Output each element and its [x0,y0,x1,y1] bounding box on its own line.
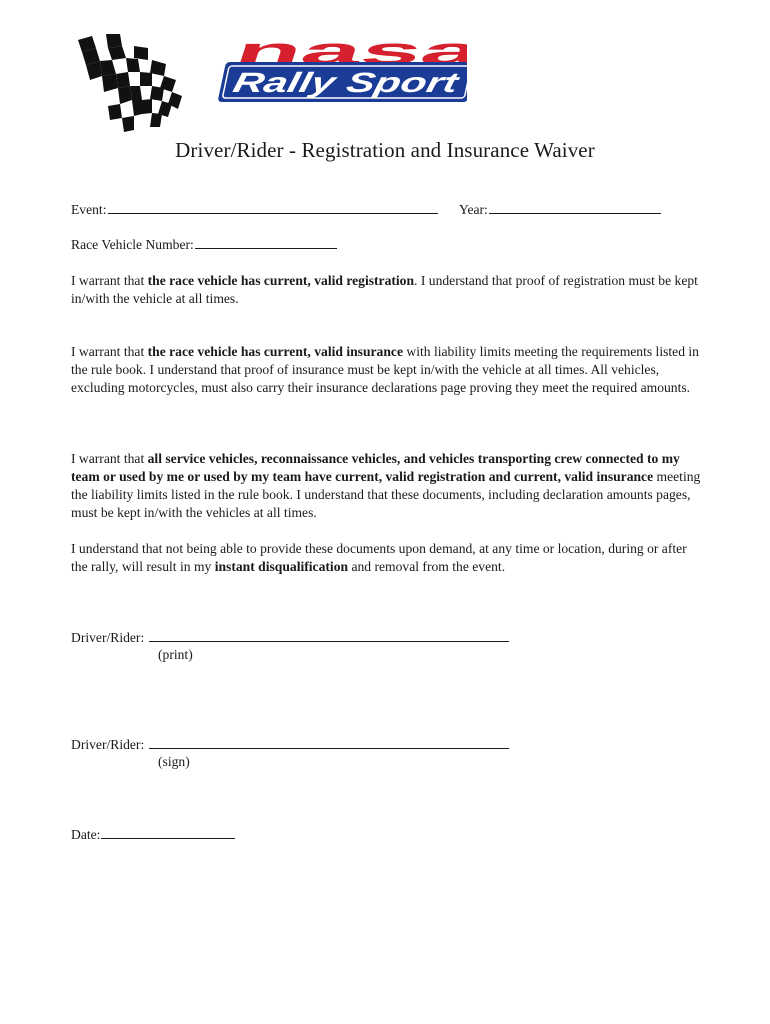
insurance-paragraph [71,343,701,397]
disqualification-text-bold: instant disqualification [214,559,349,574]
service-vehicles-text-a: I warrant that [71,451,148,466]
checkered-flag-icon [78,34,182,132]
insurance-text-bold: the race vehicle has current, valid insurance [147,344,403,359]
date-label: Date: [71,827,101,842]
year-blank-line[interactable] [489,201,661,214]
date-blank-line[interactable] [101,826,235,839]
rally-sport-banner [217,62,467,102]
driver-print-field[interactable] [71,629,509,646]
event-blank-line[interactable] [108,201,438,214]
vehicle-number-field[interactable] [71,236,337,253]
vehicle-number-blank-line[interactable] [195,236,337,249]
event-label: Event: [71,202,107,217]
date-field[interactable] [71,826,235,843]
service-vehicles-text-bold: all service vehicles, reconnaissance vehicles, and vehicles transporting crew connected to my team or used by me or used by my team have current, valid registration and current, valid insurance [71,451,680,484]
nasa-wordmark-text: nasa [229,34,330,73]
disqualification-text-a: I understand that not being able to provide these documents upon demand, at any time or location, during or after the rally, will result in my [71,541,687,574]
driver-sign-blank-line[interactable] [149,736,509,749]
disqualification-paragraph [71,540,701,576]
driver-sign-label: Driver/Rider: [71,737,145,752]
year-field[interactable] [459,201,661,218]
driver-print-blank-line[interactable] [149,629,509,642]
driver-print-label: Driver/Rider: [71,630,145,645]
insurance-text-a: I warrant that [71,344,148,359]
insurance-text-c: with liability limits meeting the requirements listed in the rule book. I understand that proof of insurance must be kept in/with the vehicle at all times. All vehicles, excluding motorcycles, must also carry their insurance declarations page proving they meet the required amounts. [71,344,699,395]
event-field[interactable] [71,201,438,218]
registration-text-a: I warrant that [71,273,148,288]
registration-text-bold: the race vehicle has current, valid registration [147,273,415,288]
year-label: Year: [459,202,488,217]
driver-sign-field[interactable] [71,736,509,753]
service-vehicles-text-c: meeting the liability limits listed in the rule book. I understand that these documents, including declaration amounts pages, must be kept in/with the vehicles at all times. [71,469,701,520]
page-title: Driver/Rider - Registration and Insurance Waiver [175,138,595,162]
disqualification-text-c: and removal from the event. [348,559,506,574]
driver-sign-hint: (sign) [158,754,190,769]
vehicle-number-label: Race Vehicle Number: [71,237,194,252]
registration-text-c: . I understand that proof of registration must be kept in/with the vehicle at all times. [71,273,698,306]
nasa-rally-sport-logo [72,34,467,138]
registration-paragraph [71,272,701,308]
rally-sport-text: Rally Sport [230,66,385,98]
service-vehicles-paragraph [71,450,701,522]
driver-print-hint: (print) [158,647,193,662]
checkered-flag-logo-graphic [72,34,467,138]
